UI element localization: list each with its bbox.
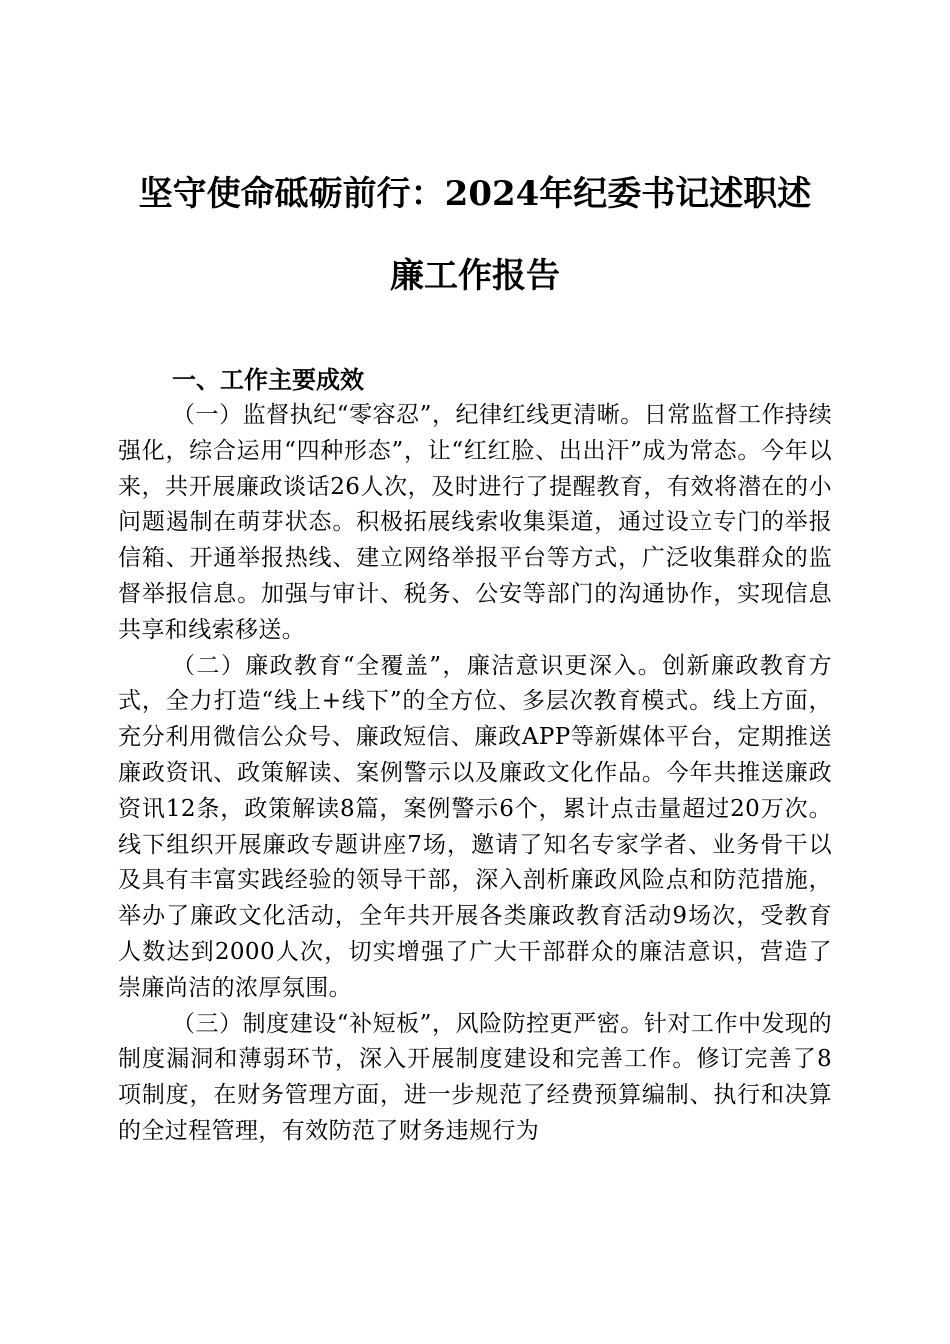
- document-body: [118, 362, 832, 1150]
- title-line-2: 廉工作报告: [390, 256, 560, 296]
- paragraph-supervision: （一）监督执纪“零容忍”，纪律红线更清晰。日常监督工作持续强化，综合运用“四种形态”，让“红红脸、出出汗”成为常态。今年以来，共开展廉政谈话26人次，及时进行了提醒教育，有效将潜在的小问题遏制在萌芽状态。积极拓展线索收集渠道，通过设立专门的举报信箱、开通举报热线、建立网络举报平台等方式，广泛收集群众的监督举报信息。加强与审计、税务、公安等部门的沟通协作，实现信息共享和线索移送。: [118, 402, 832, 643]
- document-title: [118, 166, 832, 304]
- paragraph-education: （二）廉政教育“全覆盖”，廉洁意识更深入。创新廉政教育方式，全力打造“线上+线下”的全方位、多层次教育模式。线上方面，充分利用微信公众号、廉政短信、廉政APP等新媒体平台，定期推送廉政资讯、政策解读、案例警示以及廉政文化作品。今年共推送廉政资讯12条，政策解读8篇，案例警示6个，累计点击量超过20万次。线下组织开展廉政专题讲座7场，邀请了知名专家学者、业务骨干以及具有丰富实践经验的领导干部，深入剖析廉政风险点和防范措施，举办了廉政文化活动，全年共开展各类廉政教育活动9场次，受教育人数达到2000人次，切实增强了广大干部群众的廉洁意识，营造了崇廉尚洁的浓厚氛围。: [118, 652, 832, 1001]
- title-line-1: 坚守使命砥砺前行：2024年纪委书记述职述: [138, 174, 812, 214]
- paragraph-institutions: （三）制度建设“补短板”，风险防控更严密。针对工作中发现的制度漏洞和薄弱环节，深入开展制度建设和完善工作。修订完善了8项制度，在财务管理方面，进一步规范了经费预算编制、执行和决算的全过程管理，有效防范了财务违规行为: [118, 1010, 832, 1144]
- section-heading: 一、工作主要成效: [172, 366, 364, 394]
